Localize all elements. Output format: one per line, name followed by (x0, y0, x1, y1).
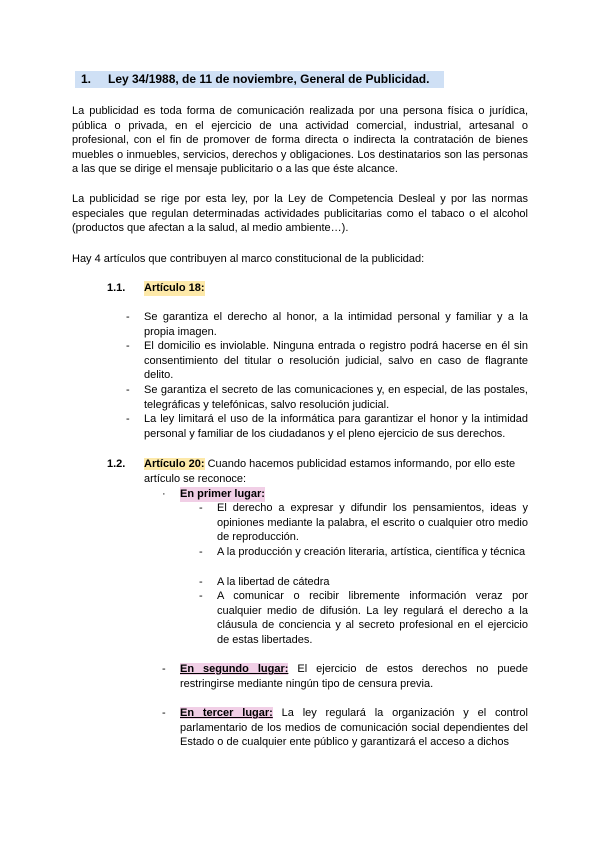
list-dash: - (199, 546, 203, 558)
list-item: A comunicar o recibir libremente información veraz por cualquier medio de difusión. La ley regulará el derecho a la cláusula de conciencia y al secreto profesional en el ejercicio de estas libertades. (217, 590, 528, 646)
third-place-paragraph (180, 706, 528, 750)
list-dot: · (162, 488, 166, 500)
first-place-label: En primer lugar: (180, 488, 265, 500)
list-item: Se garantiza el secreto de las comunicaciones y, en especial, de las postales, telegráficas y telefónicas, salvo resolución judicial. (144, 384, 528, 411)
second-place-paragraph (180, 662, 528, 691)
heading-number: 1. (81, 72, 92, 86)
art20-title: Artículo 20: (144, 458, 205, 470)
second-place-text: El ejercicio de estos derechos no puede restringirse mediante ningún tipo de censura previa. (180, 663, 528, 690)
second-place-label: En segundo lugar: (180, 663, 289, 675)
art18-number: 1.1. (107, 282, 126, 294)
third-place-text: La ley regulará la organización y el control parlamentario de los medios de comunicación social dependientes del Estado o de cualquier ente público y garantizará el acceso a dichos (180, 707, 528, 749)
intro-paragraph-1: La publicidad es toda forma de comunicación realizada por una persona física o jurídica, pública o privada, en el ejercicio de una actividad comercial, industrial, artesanal o profesional, con el fin de promover de forma directa o indirecta la contratación de bienes muebles o inmuebles, servicios, derechos y obligaciones. Los destinatarios son las personas a las que se dirige el mensaje publicitario o a las que éste alcance. (72, 105, 528, 176)
list-item: La ley limitará el uso de la informática para garantizar el honor y la intimidad personal y familiar de los ciudadanos y el pleno ejercicio de sus derechos. (144, 413, 528, 440)
heading-title: Ley 34/1988, de 11 de noviembre, General de Publicidad. (108, 72, 430, 86)
list-dash: - (162, 663, 166, 675)
intro-paragraph-3: Hay 4 artículos que contribuyen al marco constitucional de la publicidad: (72, 253, 425, 265)
art18-title: Artículo 18: (144, 282, 205, 294)
list-dash: - (126, 413, 130, 425)
intro-paragraph-2: La publicidad se rige por esta ley, por la Ley de Competencia Desleal y por las normas especiales que regulan determinadas actividades publicitarias como el tabaco o el alcohol (productos que afectan a la salud, al medio ambiente…). (72, 193, 528, 235)
list-dash: - (199, 576, 203, 588)
list-item: A la libertad de cátedra (217, 576, 330, 588)
third-place-label: En tercer lugar: (180, 707, 273, 719)
section-heading (75, 71, 444, 88)
list-dash: - (126, 340, 130, 352)
list-item: El domicilio es inviolable. Ninguna entrada o registro podrá hacerse en él sin consentimiento del titular o resolución judicial, salvo en caso de flagrante delito. (144, 340, 528, 382)
list-dash: - (199, 502, 203, 514)
art20-paragraph (144, 457, 528, 486)
art20-number: 1.2. (107, 458, 126, 470)
list-dash: - (126, 384, 130, 396)
art20-intro: Cuando hacemos publicidad estamos informando, por ello este artículo se reconoce: (144, 458, 516, 485)
list-dash: - (126, 311, 130, 323)
list-item: A la producción y creación literaria, artística, científica y técnica (217, 546, 526, 558)
list-item: El derecho a expresar y difundir los pensamientos, ideas y opiniones mediante la palabra, el escrito o cualquier otro medio de reproducción. (217, 502, 528, 544)
list-dash: - (162, 707, 166, 719)
list-dash: - (199, 590, 203, 602)
list-item: Se garantiza el derecho al honor, a la intimidad personal y familiar y a la propia imagen. (144, 311, 528, 338)
